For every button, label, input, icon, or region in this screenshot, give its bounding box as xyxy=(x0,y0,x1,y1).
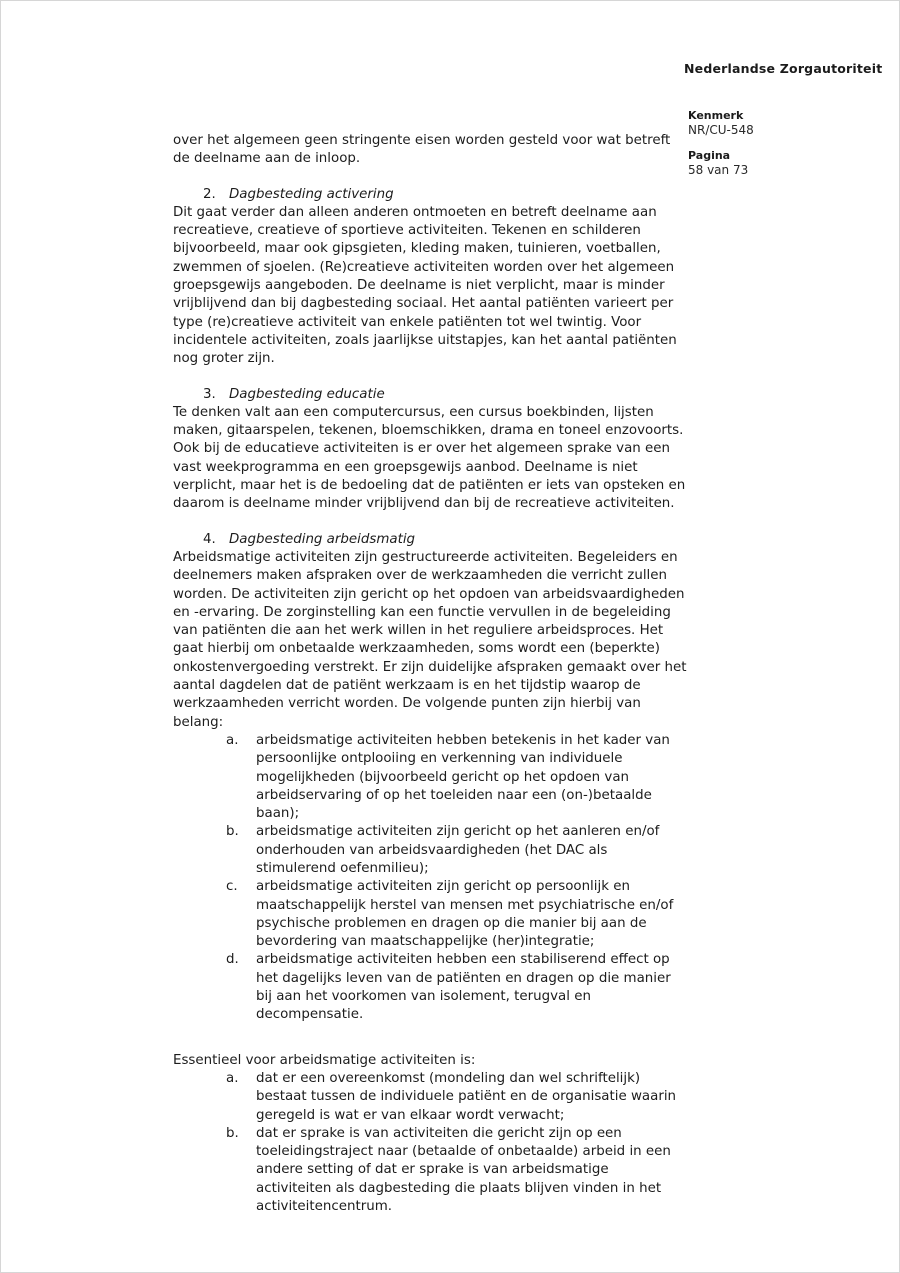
document-meta xyxy=(688,109,868,189)
list-item-marker: b. xyxy=(226,824,239,840)
section-title: Dagbesteding activering xyxy=(229,186,394,202)
list-item-marker: a. xyxy=(226,1070,239,1086)
section-paragraph: Arbeidsmatige activiteiten zijn gestructureerde activiteiten. Begeleiders en deelnemers maken afspraken over de werkzaamheden die verricht zullen worden. De activiteiten zijn gericht op het opdoen van arbeidsvaardigheden en -ervaring. De zorginstelling kan een functie vervullen in de begeleiding van patiënten die aan het werk willen in het reguliere arbeidsproces. Het gaat hierbij om onbetaalde werkzaamheden, soms wordt een (beperkte) onkostenvergoeding verstrekt. Er zijn duidelijke afspraken gemaakt over het aantal dagdelen dat de patiënt werkzaam is en het tijdstip waarop de werkzaamheden verricht worden. De volgende punten zijn hierbij van belang: xyxy=(173,549,687,730)
list-item-text: arbeidsmatige activiteiten hebben betekenis in het kader van persoonlijke ontplooiing en verkenning van individuele mogelijkheden (bijvoorbeeld gericht op het opdoen van arbeidservaring of op het toeleiden naar een (on-)betaalde baan); xyxy=(256,732,670,822)
arbeidsmatig-points-list xyxy=(173,732,687,1025)
section-dagbesteding-educatie xyxy=(173,386,687,514)
meta-value-pagina: 58 van 73 xyxy=(688,163,749,177)
section-paragraph: Dit gaat verder dan alleen anderen ontmoeten en betreft deelname aan recreatieve, creatieve of sportieve activiteiten. Tekenen en schilderen bijvoorbeeld, maar ook gipsgieten, kleding maken, tuinieren, voetballen, zwemmen of sjoelen. (Re)creatieve activiteiten worden over het algemeen groepsgewijs aangeboden. De deelname is niet verplicht, maar is minder vrijblijvend dan bij dagbesteding sociaal. Het aantal patiënten varieert per type (re)creatieve activiteit van enkele patiënten tot wel twintig. Voor incidentele activiteiten, zoals jaarlijkse uitstapjes, kan het aantal patiënten nog groter zijn. xyxy=(173,204,677,367)
essential-points-list xyxy=(173,1070,687,1216)
meta-label-kenmerk: Kenmerk xyxy=(688,109,744,122)
section-paragraph: Te denken valt aan een computercursus, een cursus boekbinden, lijsten maken, gitaarspelen, tekenen, bloemschikken, drama en toneel enzovoorts. Ook bij de educatieve activiteiten is er over het algemeen sprake van een vast weekprogramma en een groepsgewijs aanbod. Deelname is niet verplicht, maar het is de bedoeling dat de patiënten er iets van opsteken en daarom is deelname minder vrijblijvend dan bij de recreatieve activiteiten. xyxy=(173,404,686,512)
section-heading xyxy=(173,186,687,204)
list-item xyxy=(226,951,687,1024)
list-item xyxy=(226,823,687,878)
essential-lead: Essentieel voor arbeidsmatige activiteiten is: xyxy=(173,1052,476,1068)
meta-value-kenmerk: NR/CU-548 xyxy=(688,123,754,137)
list-item-text: arbeidsmatige activiteiten zijn gericht op het aanleren en/of onderhouden van arbeidsvaardigheden (het DAC als stimulerend oefenmilieu); xyxy=(256,824,660,876)
section-heading xyxy=(173,386,687,404)
section-dagbesteding-activering xyxy=(173,186,687,369)
list-item-marker: d. xyxy=(226,952,239,968)
section-heading xyxy=(173,531,687,549)
section-number: 3. xyxy=(203,386,216,402)
list-item-text: arbeidsmatige activiteiten zijn gericht op persoonlijk en maatschappelijk herstel van mensen met psychiatrische en/of psychische problemen en dragen op die manier bij aan de bevordering van maatschappelijke (her)integratie; xyxy=(256,879,674,950)
section-dagbesteding-arbeidsmatig xyxy=(173,531,687,1025)
list-item xyxy=(226,1125,687,1216)
document-body xyxy=(173,132,687,1216)
list-item-marker: b. xyxy=(226,1125,239,1141)
list-item-marker: c. xyxy=(226,879,238,895)
meta-label-pagina: Pagina xyxy=(688,149,731,162)
intro-paragraph: over het algemeen geen stringente eisen worden gesteld voor wat betreft de deelname aan de inloop. xyxy=(173,133,671,167)
list-item xyxy=(226,732,687,823)
list-item xyxy=(226,1070,687,1125)
section-number: 2. xyxy=(203,186,216,202)
list-item-text: dat er een overeenkomst (mondeling dan wel schriftelijk) bestaat tussen de individuele patiënt en de organisatie waarin geregeld is wat er van elkaar wordt verwacht; xyxy=(256,1070,677,1123)
list-item-text: arbeidsmatige activiteiten hebben een stabiliserend effect op het dagelijks leven van de patiënten en dragen op die manier bij aan het voorkomen van isolement, terugval en decompensatie. xyxy=(256,952,671,1023)
nza-logo-wordmark: Nederlandse Zorgautoriteit xyxy=(684,61,883,76)
essential-block xyxy=(173,1052,687,1217)
section-title: Dagbesteding arbeidsmatig xyxy=(229,531,416,547)
section-number: 4. xyxy=(203,531,216,547)
list-item xyxy=(226,878,687,951)
section-title: Dagbesteding educatie xyxy=(229,386,385,402)
list-item-marker: a. xyxy=(226,732,239,748)
list-item-text: dat er sprake is van activiteiten die gericht zijn op een toeleidingstraject naar (betaalde of onbetaalde) arbeid in een andere setting of dat er sprake is van arbeidsmatige activiteiten als dagbesteding die plaats blijven vinden in het activiteitencentrum. xyxy=(256,1125,671,1215)
